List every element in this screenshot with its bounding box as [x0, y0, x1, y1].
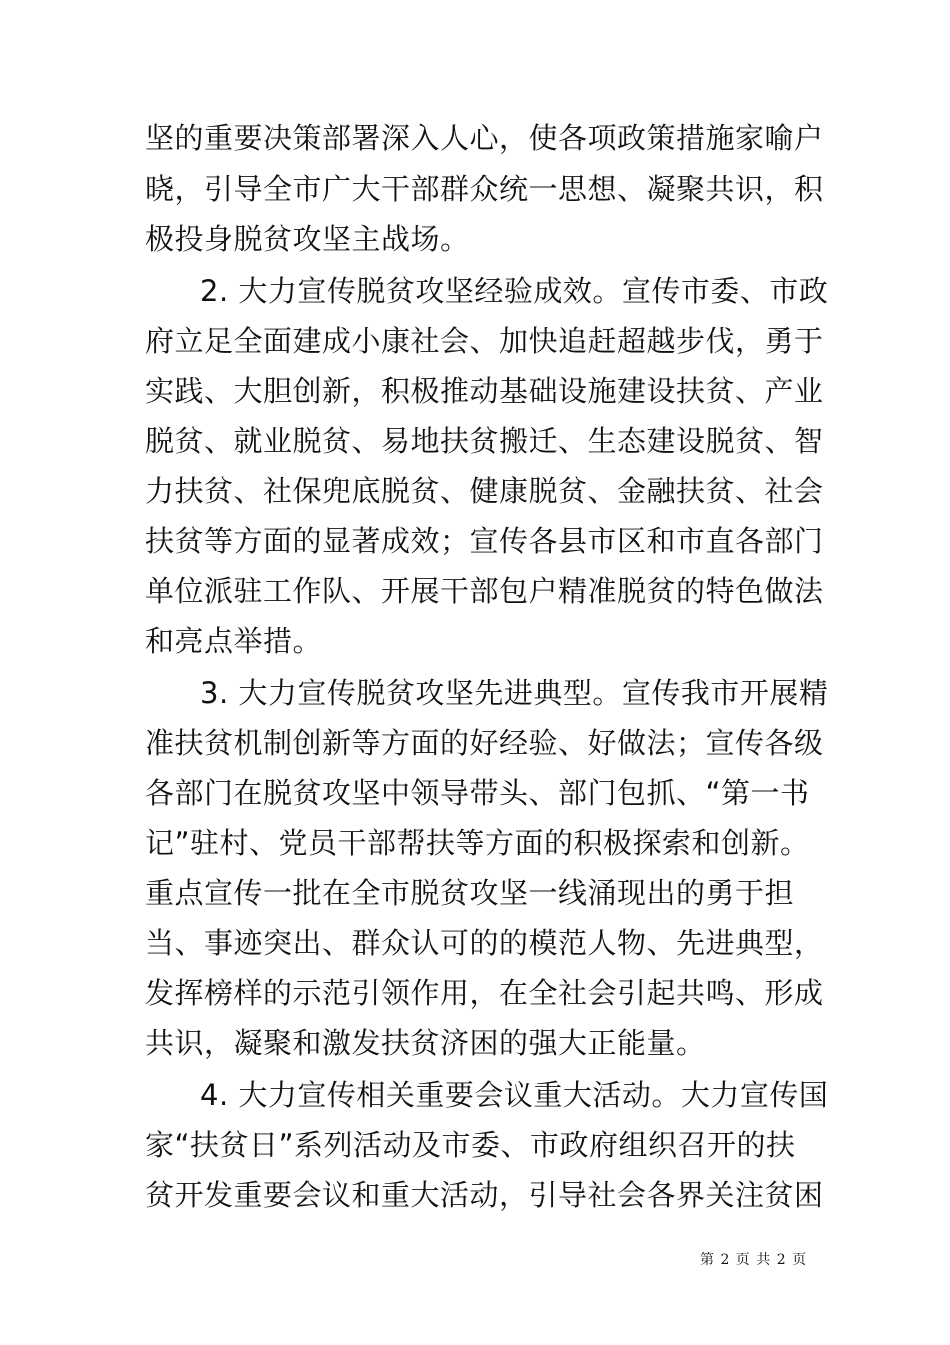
text-line: 扶贫等方面的显著成效；宣传各县市区和市直各部门: [145, 524, 824, 558]
text-line: 府立足全面建成小康社会、加快追赶超越步伐，勇于: [145, 324, 824, 358]
text-line: 家“扶贫日”系列活动及市委、市政府组织召开的扶: [145, 1128, 796, 1162]
section-heading-line: 4. 大力宣传相关重要会议重大活动。大力宣传国: [200, 1078, 829, 1112]
text-line: 当、事迹突出、群众认可的的模范人物、先进典型，: [145, 926, 824, 960]
text-line: 准扶贫机制创新等方面的好经验、好做法；宣传各级: [145, 726, 824, 760]
text-line: 单位派驻工作队、开展干部包户精准脱贫的特色做法: [145, 574, 824, 608]
section-heading-line: 2. 大力宣传脱贫攻坚经验成效。宣传市委、市政: [200, 274, 829, 308]
text-line: 发挥榜样的示范引领作用，在全社会引起共鸣、形成: [145, 976, 824, 1010]
text-line: 极投身脱贫攻坚主战场。: [145, 222, 470, 256]
text-line: 共识，凝聚和激发扶贫济困的强大正能量。: [145, 1026, 706, 1060]
text-line: 贫开发重要会议和重大活动，引导社会各界关注贫困: [145, 1178, 824, 1212]
page-number: 第 2 页 共 2 页: [700, 1252, 808, 1268]
text-line: 坚的重要决策部署深入人心，使各项政策措施家喻户: [145, 121, 824, 155]
text-line: 重点宣传一批在全市脱贫攻坚一线涌现出的勇于担: [145, 876, 795, 910]
text-line: 和亮点举措。: [145, 624, 323, 658]
text-line: 晓，引导全市广大干部群众统一思想、凝聚共识，积: [145, 172, 824, 206]
text-line: 脱贫、就业脱贫、易地扶贫搬迁、生态建设脱贫、智: [145, 424, 824, 458]
text-line: 各部门在脱贫攻坚中领导带头、部门包抓、“第一书: [145, 776, 810, 810]
text-line: 实践、大胆创新，积极推动基础设施建设扶贫、产业: [145, 374, 824, 408]
text-line: 力扶贫、社保兜底脱贫、健康脱贫、金融扶贫、社会: [145, 474, 824, 508]
text-line: 记”驻村、党员干部帮扶等方面的积极探索和创新。: [145, 826, 810, 860]
section-heading-line: 3. 大力宣传脱贫攻坚先进典型。宣传我市开展精: [200, 676, 829, 710]
